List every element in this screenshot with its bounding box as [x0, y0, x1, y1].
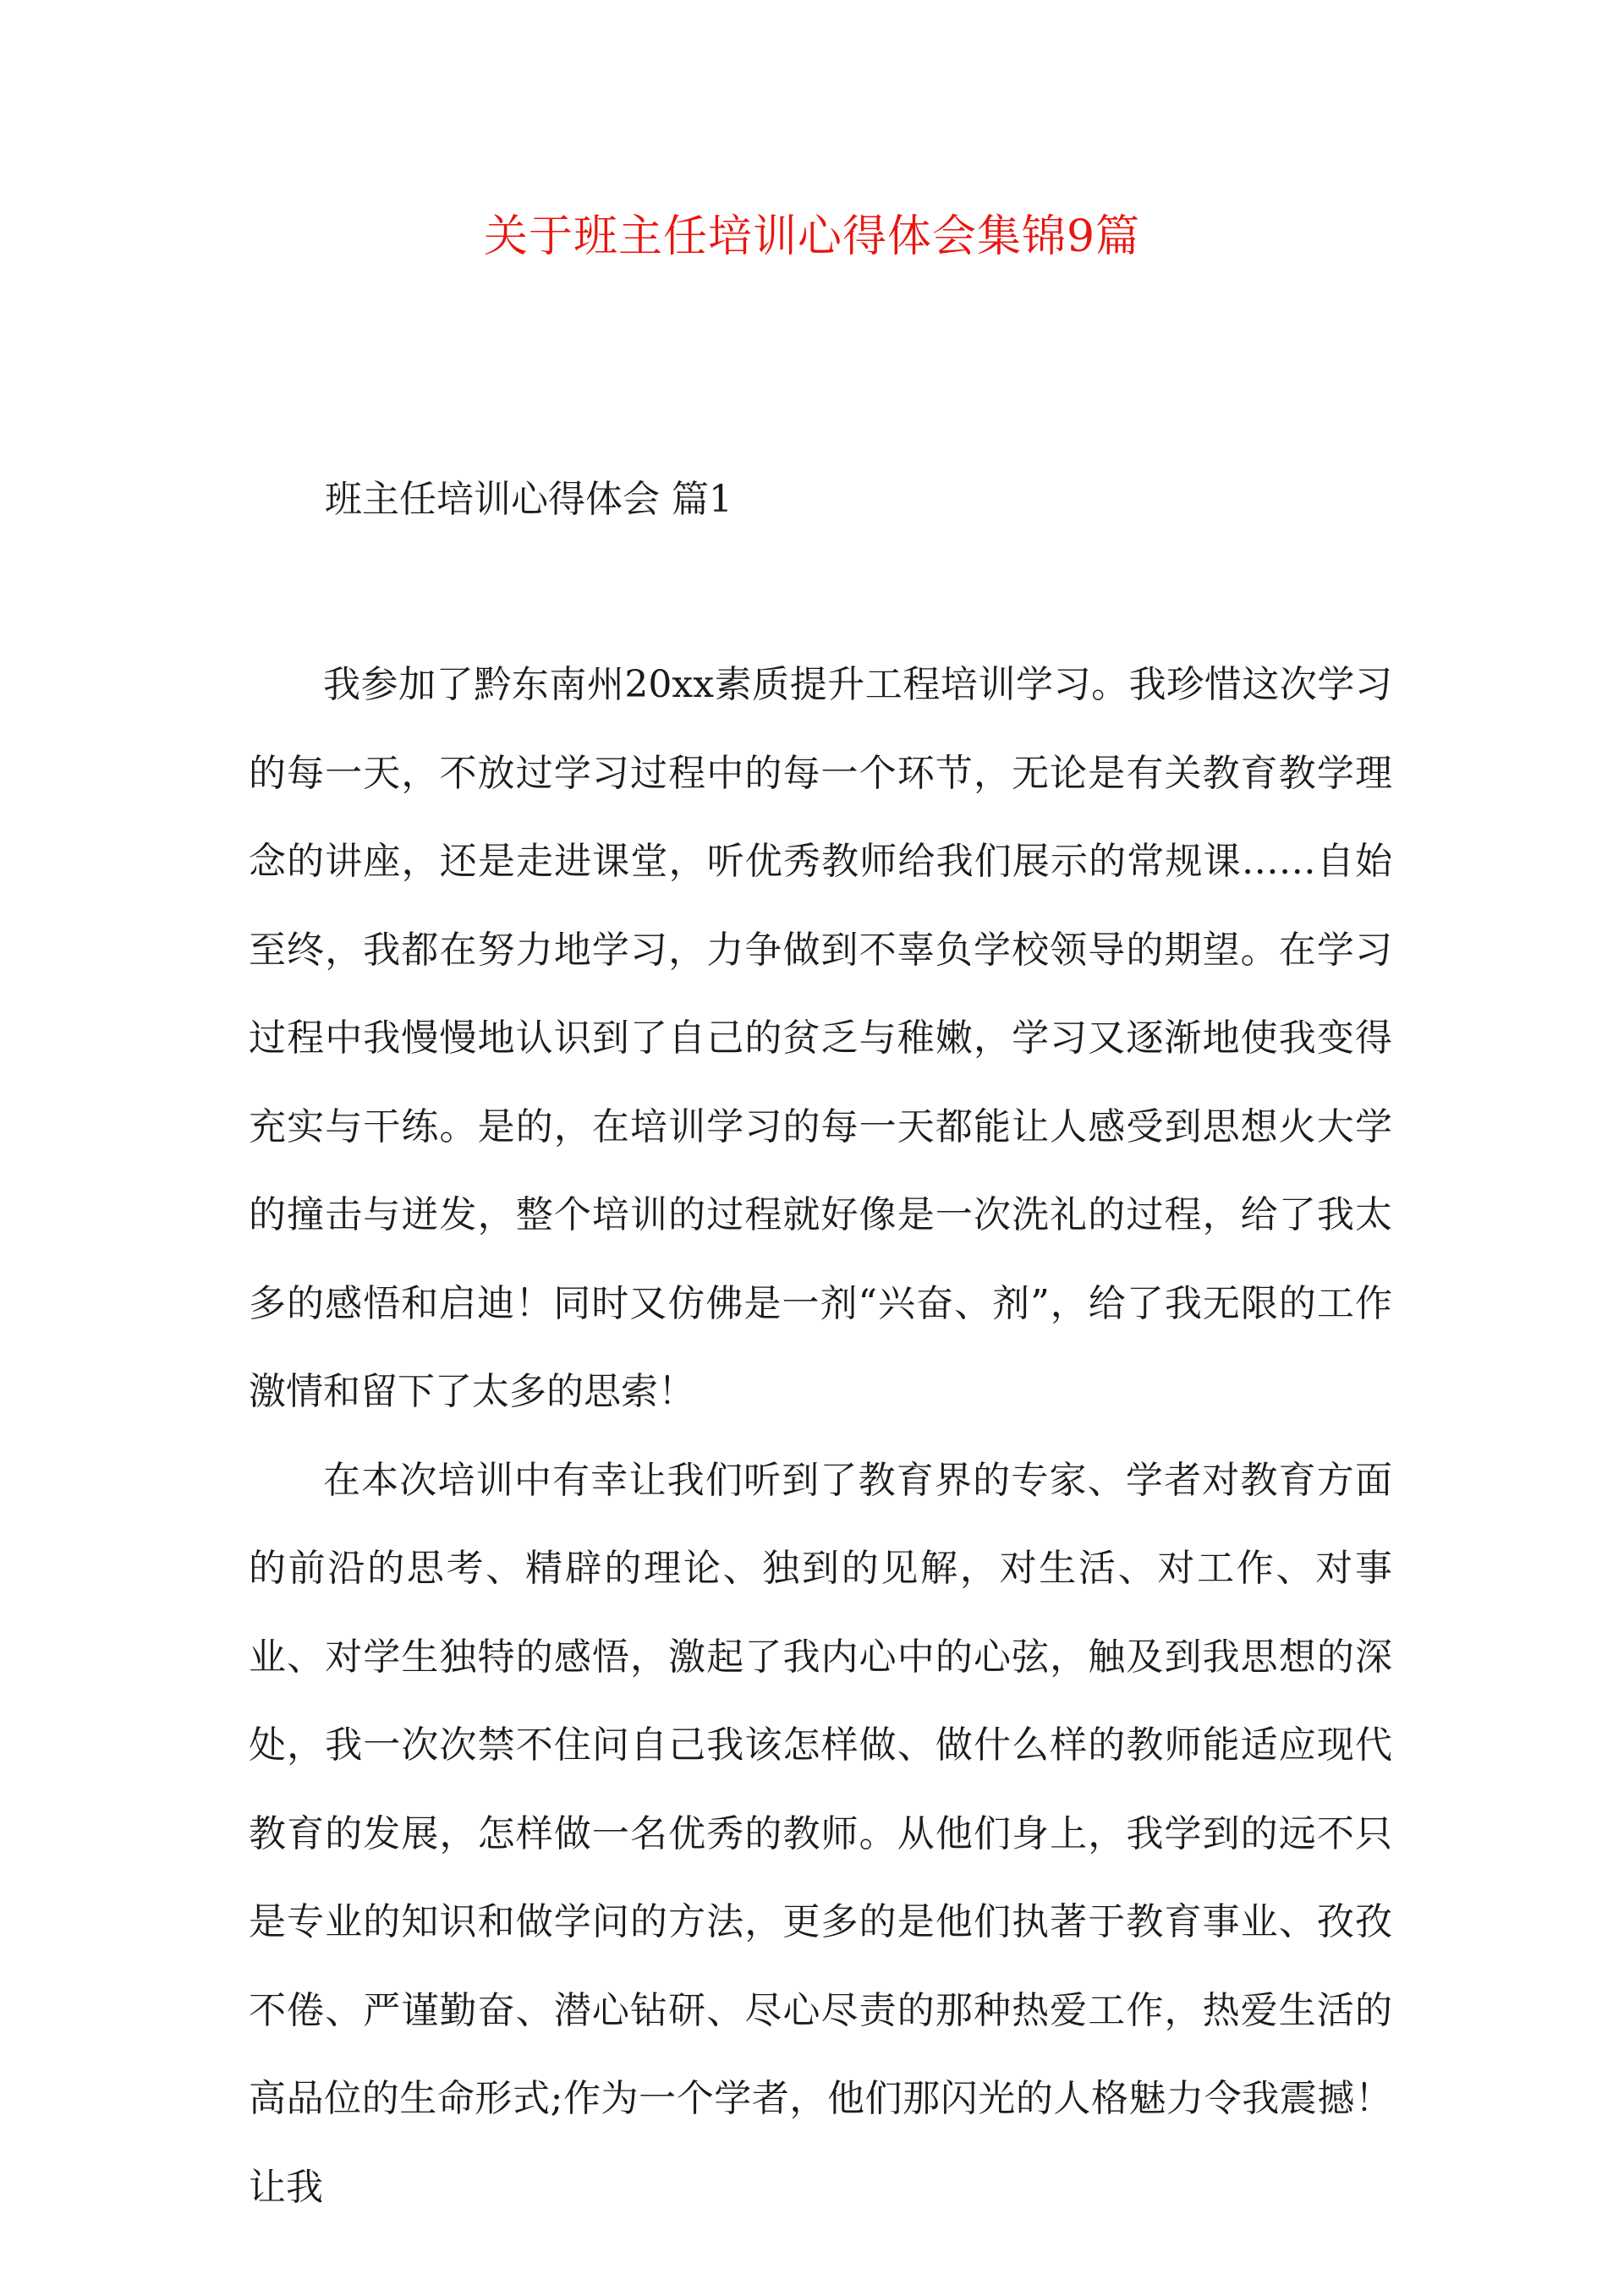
paragraph-1: 我参加了黔东南州20xx素质提升工程培训学习。我珍惜这次学习的每一天，不放过学习过程中的每一个环节，无论是有关教育教学理念的讲座，还是走进课堂，听优秀教师给我们展示的常规课……自始至终，我都在努力地学习，力争做到不辜负学校领导的期望。在学习过程中我慢慢地认识到了自己的贫乏与稚嫩，学习又逐渐地使我变得充实与干练。是的，在培训学习的每一天都能让人感受到思想火大学的撞击与迸发，整个培训的过程就好像是一次洗礼的过程，给了我太多的感悟和启迪！同时又仿佛是一剂“兴奋、剂”，给了我无限的工作激情和留下了太多的思索！ [249, 663, 1392, 1413]
body-text [249, 641, 1392, 2232]
section-heading: 班主任培训心得体会 篇1 [325, 478, 732, 521]
paragraph-2: 在本次培训中有幸让我们听到了教育界的专家、学者对教育方面的前沿的思考、精辟的理论、独到的见解，对生活、对工作、对事业、对学生独特的感悟，激起了我内心中的心弦，触及到我思想的深处，我一次次禁不住问自己我该怎样做、做什么样的教师能适应现代教育的发展，怎样做一名优秀的教师。从他们身上，我学到的远不只是专业的知识和做学问的方法，更多的是他们执著于教育事业、孜孜不倦、严谨勤奋、潜心钻研、尽心尽责的那种热爱工作，热爱生活的高品位的生命形式;作为一个学者，他们那闪光的人格魅力令我震撼！让我 [249, 1458, 1392, 2209]
document-title: 关于班主任培训心得体会集锦9篇 [483, 211, 1141, 262]
